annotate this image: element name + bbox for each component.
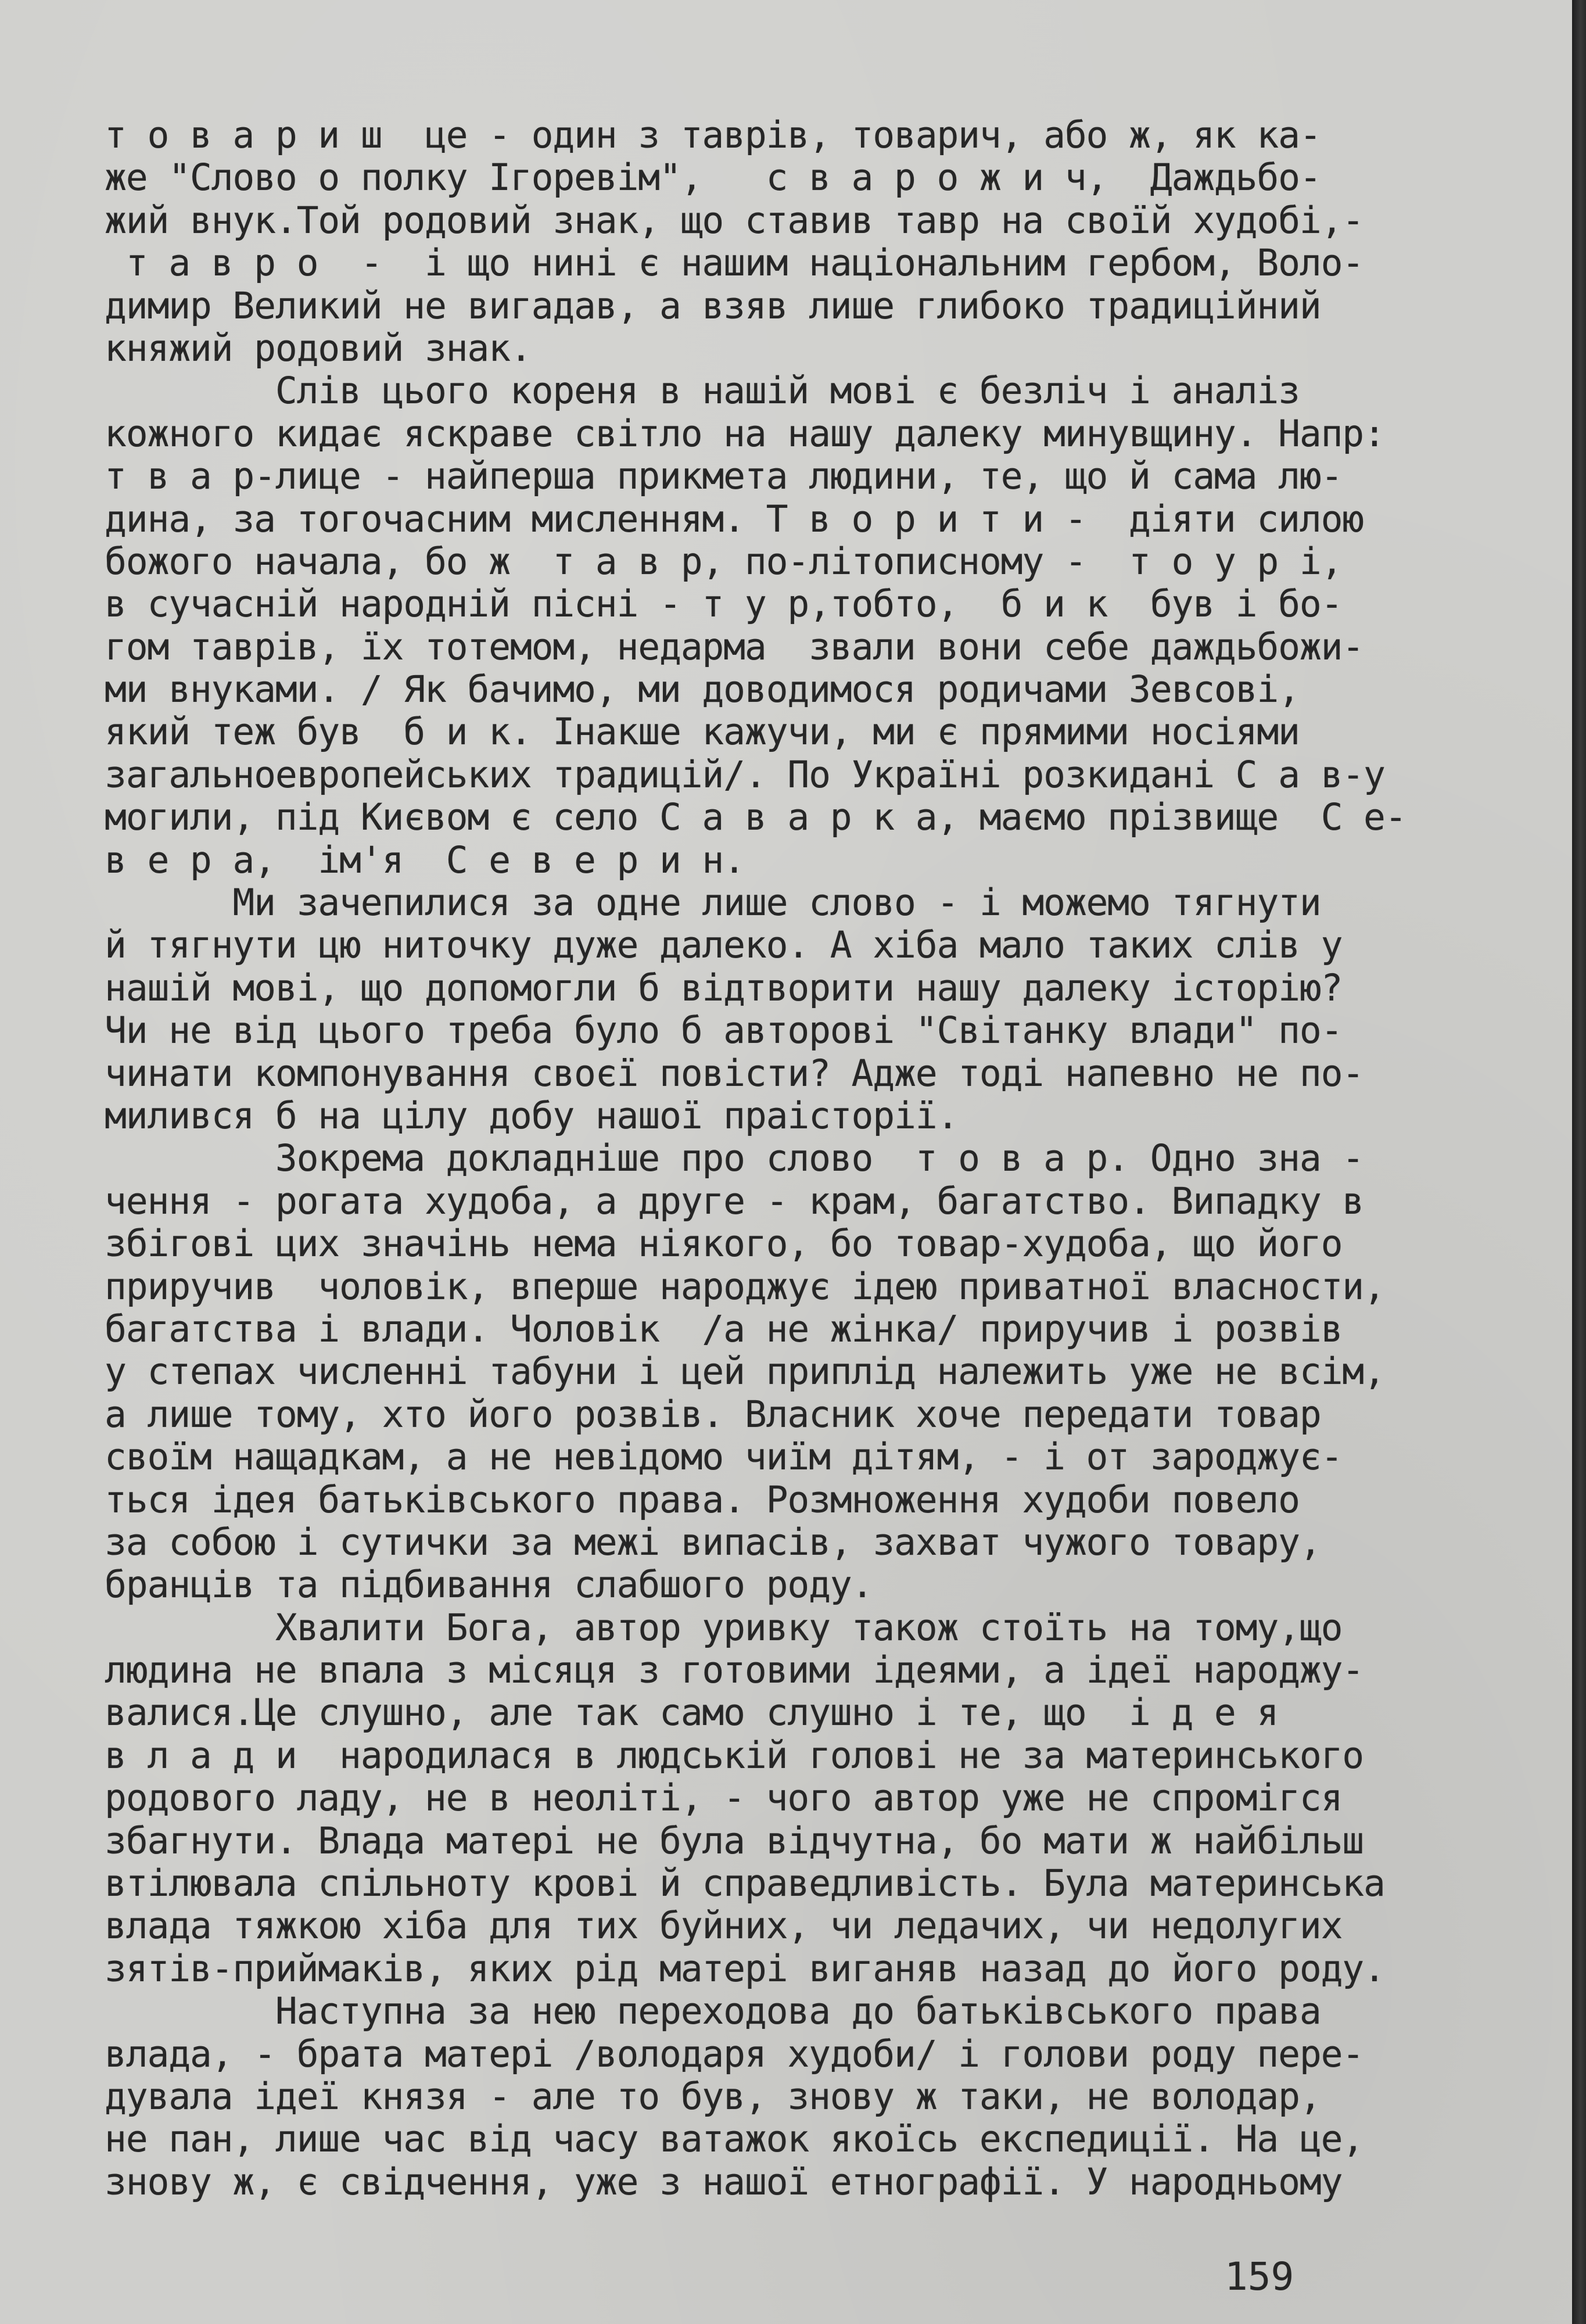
text-line: милився б на цілу добу нашої праісторії. [105, 1094, 959, 1137]
text-line: Чи не від цього треба було б авторові "Світанку влади" по- [105, 1009, 1343, 1052]
text-line: збагнути. Влада матері не була відчутна, бо мати ж найбільш [105, 1819, 1364, 1862]
text-line: втілювала спільноту крові й справедливість. Була материнська [105, 1862, 1385, 1905]
text-line: нашій мові, що допомогли б відтворити нашу далеку історію? [105, 966, 1343, 1009]
text-line: в е р а, ім'я С е в е р и н. [105, 838, 745, 881]
text-line: влада тяжкою хіба для тих буйних, чи ледачих, чи недолугих [105, 1905, 1343, 1948]
text-line: в л а д и народилася в людській голові не за материнського [105, 1734, 1364, 1777]
text-line: т в а р-лице - найперша прикмета людини, те, що й сама лю- [105, 455, 1343, 498]
text-line: в сучасній народній пісні - т у р,тобто, б и к був і бо- [105, 583, 1343, 626]
text-line: гом таврів, їх тотемом, недарма звали вони себе даждьбожи- [105, 625, 1364, 668]
text-line: й тягнути цю ниточку дуже далеко. А хіба мало таких слів у [105, 924, 1343, 967]
text-line: дувала ідеї князя - але то був, знову ж таки, не володар, [105, 2075, 1321, 2118]
text-line: знову ж, є свідчення, уже з нашої етнографії. У народньому [105, 2160, 1343, 2203]
text-line: не пан, лише час від часу ватажок якоїсь експедиції. На це, [105, 2118, 1364, 2161]
text-line: димир Великий не вигадав, а взяв лише глибоко традиційний [105, 284, 1321, 327]
text-line: Наступна за нею переходова до батьківського права [105, 1990, 1321, 2033]
text-line: кожного кидає яскраве світло на нашу далеку минувщину. Напр: [105, 412, 1385, 455]
text-line: своїм нащадкам, а не невідомо чиїм дітям, - і от зароджує- [105, 1436, 1343, 1479]
scan-edge [1572, 0, 1586, 2324]
text-line: приручив чоловік, вперше народжує ідею приватної власности, [105, 1265, 1385, 1308]
text-line: могили, під Києвом є село С а в а р к а, маємо прізвище С е- [105, 796, 1406, 839]
text-line: чення - рогата худоба, а друге - крам, багатство. Випадку в [105, 1179, 1364, 1222]
text-line: дина, за тогочасним мисленням. Т в о р и т и - діяти силою [105, 497, 1364, 540]
text-line: Ми зачепилися за одне лише слово - і можемо тягнути [105, 881, 1321, 924]
text-line: який теж був б и к. Інакше кажучи, ми є прямими носіями [105, 711, 1300, 754]
page-number: 159 [1225, 2254, 1294, 2299]
text-line: божого начала, бо ж т а в р, по-літописному - т о у р і, [105, 540, 1343, 583]
text-line: ться ідея батьківського права. Розмноження худоби повело [105, 1478, 1300, 1521]
text-line: за собою і сутички за межі випасів, захват чужого товару, [105, 1520, 1321, 1563]
text-line: родового ладу, не в неоліті, - чого автор уже не спромігся [105, 1777, 1343, 1820]
text-line: влада, - брата матері /володаря худоби/ і голови роду пере- [105, 2032, 1364, 2075]
text-line: Зокрема докладніше про слово т о в а р. Одно зна - [105, 1137, 1364, 1180]
text-line: Хвалити Бога, автор уривку також стоїть на тому,що [105, 1606, 1343, 1649]
text-line: княжий родовий знак. [105, 327, 532, 370]
text-line: т а в р о - і що нині є нашим національним гербом, Воло- [105, 242, 1364, 285]
text-line: багатства і влади. Чоловік /а не жінка/ приручив і розвів [105, 1307, 1343, 1350]
text-line: Слів цього кореня в нашій мові є безліч і аналіз [105, 370, 1300, 413]
text-line: збігові цих значінь нема ніякого, бо товар-худоба, що його [105, 1222, 1343, 1265]
text-line: а лише тому, хто його розвів. Власник хоче передати товар [105, 1393, 1321, 1436]
text-line: людина не впала з місяця з готовими ідеями, а ідеї народжу- [105, 1649, 1364, 1692]
text-line: бранців та підбивання слабшого роду. [105, 1563, 873, 1606]
text-line: же "Слово о полку Ігоревім", с в а р о ж и ч, Даждьбо- [105, 156, 1321, 199]
text-line: загальноевропейських традицій/. По Україні розкидані С а в-у [105, 753, 1385, 796]
text-line: чинати компонування своєї повісти? Адже тоді напевно не по- [105, 1052, 1364, 1095]
body-text [105, 114, 1551, 2203]
text-line: у степах численні табуни і цей приплід належить уже не всім, [105, 1350, 1385, 1393]
text-line: т о в а р и ш це - один з таврів, товарич, або ж, як ка- [105, 114, 1321, 156]
text-line: жий внук.Той родовий знак, що ставив тавр на своїй худобі,- [105, 199, 1364, 242]
text-line: валися.Це слушно, але так само слушно і те, що і д е я [105, 1691, 1279, 1734]
text-line: зятів-приймаків, яких рід матері виганяв назад до його роду. [105, 1947, 1385, 1990]
text-line: ми внуками. / Як бачимо, ми доводимося родичами Зевсові, [105, 668, 1300, 711]
